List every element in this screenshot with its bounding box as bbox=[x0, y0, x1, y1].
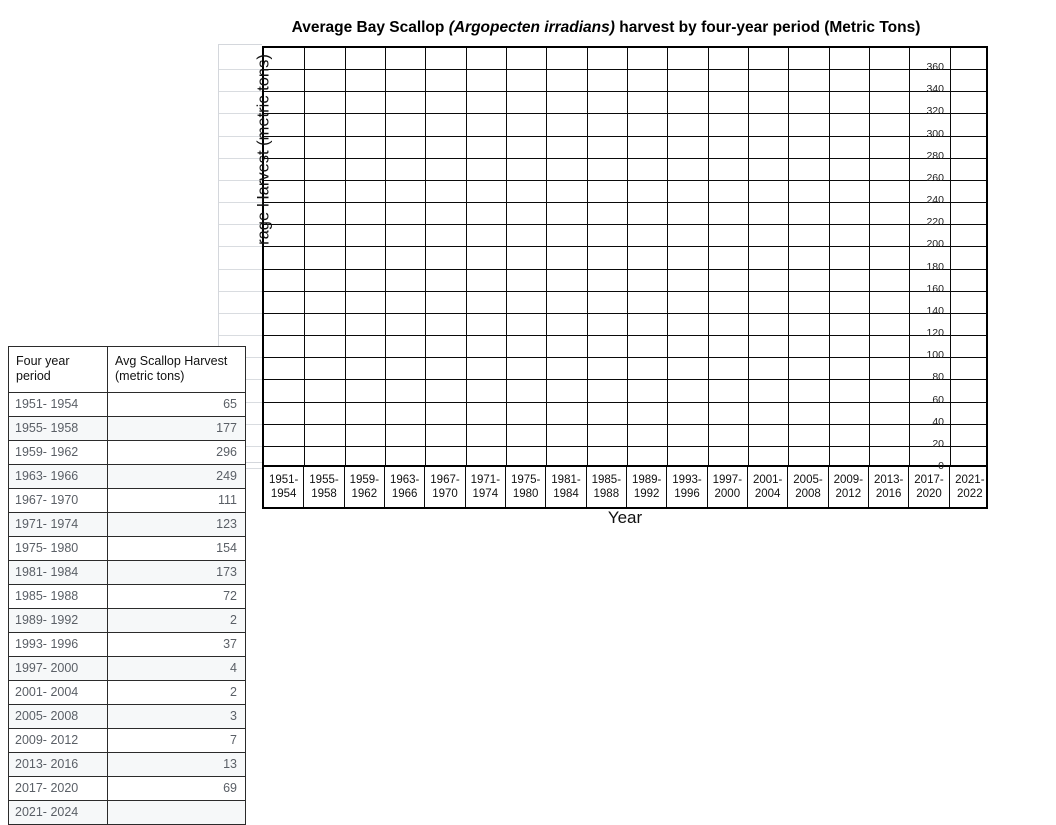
x-tick-line-1: 1963- bbox=[389, 474, 420, 486]
x-axis-tick-label bbox=[546, 467, 586, 507]
gridline-vertical bbox=[627, 48, 628, 465]
gridline-vertical bbox=[950, 48, 951, 465]
x-tick-line-1: 2017- bbox=[914, 474, 944, 486]
y-axis-tick-label: 220 bbox=[926, 216, 944, 229]
gridline-horizontal bbox=[264, 224, 986, 225]
cell-value: 69 bbox=[108, 777, 246, 801]
x-axis-tick-label bbox=[708, 467, 748, 507]
x-tick-line-1: 1981- bbox=[551, 474, 581, 486]
table-row bbox=[9, 441, 246, 465]
x-tick-line-1: 1975- bbox=[510, 474, 541, 486]
x-axis-tick-label bbox=[667, 467, 707, 507]
tick-column-rule bbox=[219, 291, 262, 292]
x-tick-line-1: 1951- bbox=[268, 474, 299, 486]
x-tick-line-2: 1974 bbox=[472, 488, 499, 500]
y-axis-tick-label: 300 bbox=[926, 127, 944, 140]
y-axis-tick-label: 120 bbox=[926, 327, 944, 340]
x-tick-line-1: 2005- bbox=[793, 474, 823, 486]
cell-value: 2 bbox=[108, 681, 246, 705]
plot-grid-area bbox=[262, 46, 988, 467]
gridline-horizontal bbox=[264, 180, 986, 181]
x-axis-title: Year bbox=[607, 508, 643, 527]
cell-period: 2013- 2016 bbox=[9, 753, 108, 777]
gridline-vertical bbox=[506, 48, 507, 465]
table-row bbox=[9, 777, 246, 801]
gridline-horizontal bbox=[264, 113, 986, 114]
cell-value: 123 bbox=[108, 513, 246, 537]
x-tick-line-2: 1992 bbox=[633, 488, 660, 500]
x-axis-tick-label bbox=[627, 467, 667, 507]
gridline-horizontal bbox=[264, 335, 986, 336]
y-axis-tick-label: 100 bbox=[926, 349, 944, 362]
x-tick-line-2: 1970 bbox=[432, 488, 458, 500]
cell-period: 1951- 1954 bbox=[9, 393, 108, 417]
x-tick-line-1: 2021- bbox=[955, 474, 985, 486]
x-tick-label-band bbox=[262, 467, 988, 509]
x-axis-tick-label bbox=[587, 467, 627, 507]
x-tick-line-2: 1966 bbox=[391, 488, 418, 500]
table-row bbox=[9, 657, 246, 681]
x-tick-line-1: 1989- bbox=[631, 474, 662, 486]
x-tick-line-2: 1980 bbox=[512, 488, 539, 500]
x-tick-line-2: 1962 bbox=[351, 488, 378, 500]
gridline-horizontal bbox=[264, 313, 986, 314]
cell-value: 7 bbox=[108, 729, 246, 753]
y-axis-tick-label: 240 bbox=[926, 194, 944, 207]
y-axis-tick-label: 180 bbox=[926, 260, 944, 273]
table-row bbox=[9, 729, 246, 753]
y-axis-tick-label: 360 bbox=[926, 61, 944, 74]
x-tick-line-1: 1985- bbox=[591, 474, 622, 486]
gridline-vertical bbox=[869, 48, 870, 465]
gridline-horizontal bbox=[264, 91, 986, 92]
gridline-horizontal bbox=[264, 291, 986, 292]
column-header-value: Avg Scallop Harvest (metric tons) bbox=[108, 347, 246, 393]
gridline-vertical bbox=[587, 48, 588, 465]
y-axis-tick-label: 40 bbox=[932, 415, 944, 428]
gridline-vertical bbox=[385, 48, 386, 465]
y-axis-tick-label: 200 bbox=[926, 238, 944, 251]
x-axis-tick-label bbox=[345, 467, 385, 507]
table-header-row bbox=[9, 347, 246, 393]
cell-period: 1981- 1984 bbox=[9, 561, 108, 585]
cell-value: 296 bbox=[108, 441, 246, 465]
y-axis-tick-label: 160 bbox=[926, 282, 944, 295]
cell-period: 2009- 2012 bbox=[9, 729, 108, 753]
cell-value: 65 bbox=[108, 393, 246, 417]
cell-value: 3 bbox=[108, 705, 246, 729]
x-tick-line-2: 1954 bbox=[270, 488, 297, 500]
table-row bbox=[9, 681, 246, 705]
cell-period: 1971- 1974 bbox=[9, 513, 108, 537]
gridline-vertical bbox=[466, 48, 467, 465]
table-row bbox=[9, 513, 246, 537]
cell-period: 1959- 1962 bbox=[9, 441, 108, 465]
chart-title-after: harvest by four-year period (Metric Tons) bbox=[614, 19, 921, 36]
table-row bbox=[9, 609, 246, 633]
gridline-horizontal bbox=[264, 246, 986, 247]
x-tick-line-2: 1988 bbox=[593, 488, 620, 500]
y-axis-tick-label: 320 bbox=[926, 105, 944, 118]
table-row bbox=[9, 801, 246, 825]
x-axis-tick-label bbox=[829, 467, 869, 507]
chart-title-before: Average Bay Scallop bbox=[291, 19, 449, 36]
cell-period: 1997- 2000 bbox=[9, 657, 108, 681]
gridline-vertical bbox=[304, 48, 305, 465]
cell-period: 2005- 2008 bbox=[9, 705, 108, 729]
cell-period: 1975- 1980 bbox=[9, 537, 108, 561]
cell-period: 1993- 1996 bbox=[9, 633, 108, 657]
chart-title bbox=[250, 19, 962, 37]
table-row bbox=[9, 393, 246, 417]
cell-value: 173 bbox=[108, 561, 246, 585]
table-body bbox=[9, 393, 246, 825]
cell-value: 249 bbox=[108, 465, 246, 489]
gridline-vertical bbox=[788, 48, 789, 465]
gridline-horizontal bbox=[264, 69, 986, 70]
gridline-horizontal bbox=[264, 202, 986, 203]
y-axis-tick-label: 60 bbox=[932, 393, 944, 406]
cell-period: 1963- 1966 bbox=[9, 465, 108, 489]
x-tick-line-1: 1959- bbox=[349, 474, 380, 486]
x-axis-tick-label bbox=[506, 467, 546, 507]
tick-column-rule bbox=[219, 313, 262, 314]
gridline-vertical bbox=[829, 48, 830, 465]
x-tick-line-2: 1996 bbox=[674, 488, 700, 500]
cell-period: 1955- 1958 bbox=[9, 417, 108, 441]
gridline-horizontal bbox=[264, 158, 986, 159]
table-row bbox=[9, 465, 246, 489]
x-tick-line-1: 1997- bbox=[712, 474, 743, 486]
table-row bbox=[9, 489, 246, 513]
y-axis-tick-label: 260 bbox=[926, 171, 944, 184]
table-row bbox=[9, 585, 246, 609]
x-axis-tick-label bbox=[748, 467, 788, 507]
x-tick-line-1: 2001- bbox=[752, 474, 783, 486]
x-tick-line-2: 2020 bbox=[916, 488, 942, 500]
y-axis-tick-label: 280 bbox=[926, 149, 944, 162]
gridline-vertical bbox=[708, 48, 709, 465]
x-tick-line-1: 1971- bbox=[470, 474, 501, 486]
cell-value: 111 bbox=[108, 489, 246, 513]
table-row bbox=[9, 633, 246, 657]
gridline-horizontal bbox=[264, 136, 986, 137]
column-header-period: Four year period bbox=[9, 347, 108, 393]
gridline-horizontal bbox=[264, 402, 986, 403]
cell-period: 1967- 1970 bbox=[9, 489, 108, 513]
x-tick-line-2: 2008 bbox=[795, 488, 821, 500]
x-tick-line-1: 2013- bbox=[873, 474, 904, 486]
x-axis-tick-label bbox=[950, 467, 990, 507]
x-axis-tick-label bbox=[466, 467, 506, 507]
table-row bbox=[9, 705, 246, 729]
table-row bbox=[9, 753, 246, 777]
x-tick-line-1: 2009- bbox=[833, 474, 864, 486]
x-axis-tick-label bbox=[304, 467, 344, 507]
x-tick-line-1: 1993- bbox=[672, 474, 702, 486]
y-axis-tick-label: 0 bbox=[938, 460, 944, 472]
y-axis-tick-label: 80 bbox=[932, 371, 944, 384]
y-axis-title: rage Harvest (metric tons) bbox=[254, 54, 273, 245]
x-axis-tick-label bbox=[869, 467, 909, 507]
table-row bbox=[9, 537, 246, 561]
cell-period: 1985- 1988 bbox=[9, 585, 108, 609]
x-tick-line-2: 1984 bbox=[553, 488, 579, 500]
x-tick-line-2: 2000 bbox=[714, 488, 741, 500]
x-tick-line-2: 1958 bbox=[311, 488, 337, 500]
gridline-horizontal bbox=[264, 357, 986, 358]
chart-title-species: (Argopecten irradians) bbox=[448, 19, 615, 36]
x-axis-tick-label bbox=[385, 467, 425, 507]
cell-value: 37 bbox=[108, 633, 246, 657]
cell-value bbox=[108, 801, 246, 825]
cell-value: 2 bbox=[108, 609, 246, 633]
gridline-horizontal bbox=[264, 269, 986, 270]
tick-column-rule bbox=[219, 335, 262, 336]
table-row bbox=[9, 561, 246, 585]
scallop-harvest-table bbox=[8, 346, 246, 825]
cell-value: 154 bbox=[108, 537, 246, 561]
cell-period: 1989- 1992 bbox=[9, 609, 108, 633]
x-tick-line-1: 1955- bbox=[309, 474, 339, 486]
table-header bbox=[9, 347, 246, 393]
x-tick-line-2: 2022 bbox=[957, 488, 983, 500]
cell-value: 4 bbox=[108, 657, 246, 681]
y-axis-tick-label: 20 bbox=[932, 437, 944, 450]
y-axis-tick-label: 340 bbox=[926, 83, 944, 96]
gridline-vertical bbox=[425, 48, 426, 465]
table-row bbox=[9, 417, 246, 441]
x-axis-tick-label bbox=[909, 467, 949, 507]
gridline-vertical bbox=[546, 48, 547, 465]
gridline-vertical bbox=[667, 48, 668, 465]
x-tick-line-2: 2012 bbox=[835, 488, 862, 500]
x-tick-line-2: 2016 bbox=[875, 488, 902, 500]
cell-period: 2001- 2004 bbox=[9, 681, 108, 705]
x-axis-tick-label bbox=[425, 467, 465, 507]
gridline-vertical bbox=[748, 48, 749, 465]
cell-period: 2021- 2024 bbox=[9, 801, 108, 825]
gridline-horizontal bbox=[264, 379, 986, 380]
gridline-horizontal bbox=[264, 446, 986, 447]
y-axis-tick-label: 140 bbox=[926, 304, 944, 317]
gridline-horizontal bbox=[264, 424, 986, 425]
cell-value: 72 bbox=[108, 585, 246, 609]
x-axis-tick-label bbox=[788, 467, 828, 507]
cell-value: 13 bbox=[108, 753, 246, 777]
x-tick-line-1: 1967- bbox=[430, 474, 460, 486]
cell-period: 2017- 2020 bbox=[9, 777, 108, 801]
x-tick-line-2: 2004 bbox=[754, 488, 781, 500]
cell-value: 177 bbox=[108, 417, 246, 441]
gridline-vertical bbox=[345, 48, 346, 465]
x-axis-tick-label bbox=[264, 467, 304, 507]
